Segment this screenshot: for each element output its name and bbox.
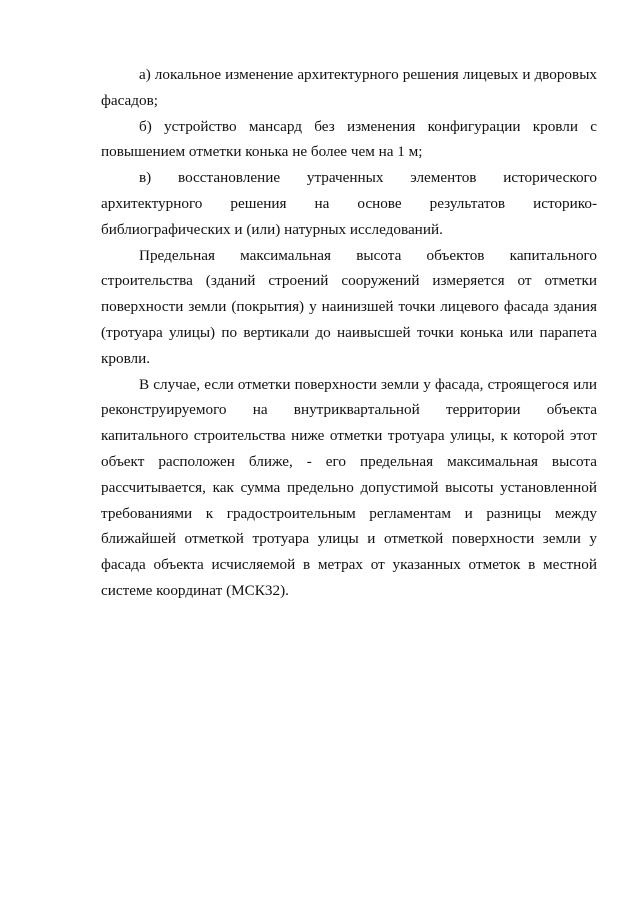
list-item-c: в) восстановление утраченных элементов исторического архитектурного решения на основе результатов историко-библиографических и (или) натурных исследований. — [101, 169, 597, 238]
list-item-b: б) устройство мансард без изменения конфигурации кровли с повышением отметки конька не более чем на 1 м; — [101, 117, 597, 161]
document-body — [101, 62, 597, 604]
paragraph-height-measurement: Предельная максимальная высота объектов капитального строительства (зданий строений сооружений измеряется от отметки поверхности земли (покрытия) у наинизшей точки лицевого фасада здания (тротуара улицы) по вертикали до наивысшей точки конька или парапета кровли. — [101, 246, 597, 367]
list-item-a: а) локальное изменение архитектурного решения лицевых и дворовых фасадов; — [101, 66, 597, 109]
paragraph-height-calculation: В случае, если отметки поверхности земли у фасада, строящегося или реконструируемого на внутриквартальной территории объекта капитального строительства ниже отметки тротуара улицы, к которой этот объект расположен ближе, - его предельная максимальная высота рассчитывается, как сумма предельно допустимой высоты установленной требованиями к градостроительным регламентам и разницы между ближайшей отметкой тротуара улицы и отметкой поверхности земли у фасада объекта исчисляемой в метрах от указанных отметок в местной системе координат (МСК32). — [101, 375, 597, 599]
